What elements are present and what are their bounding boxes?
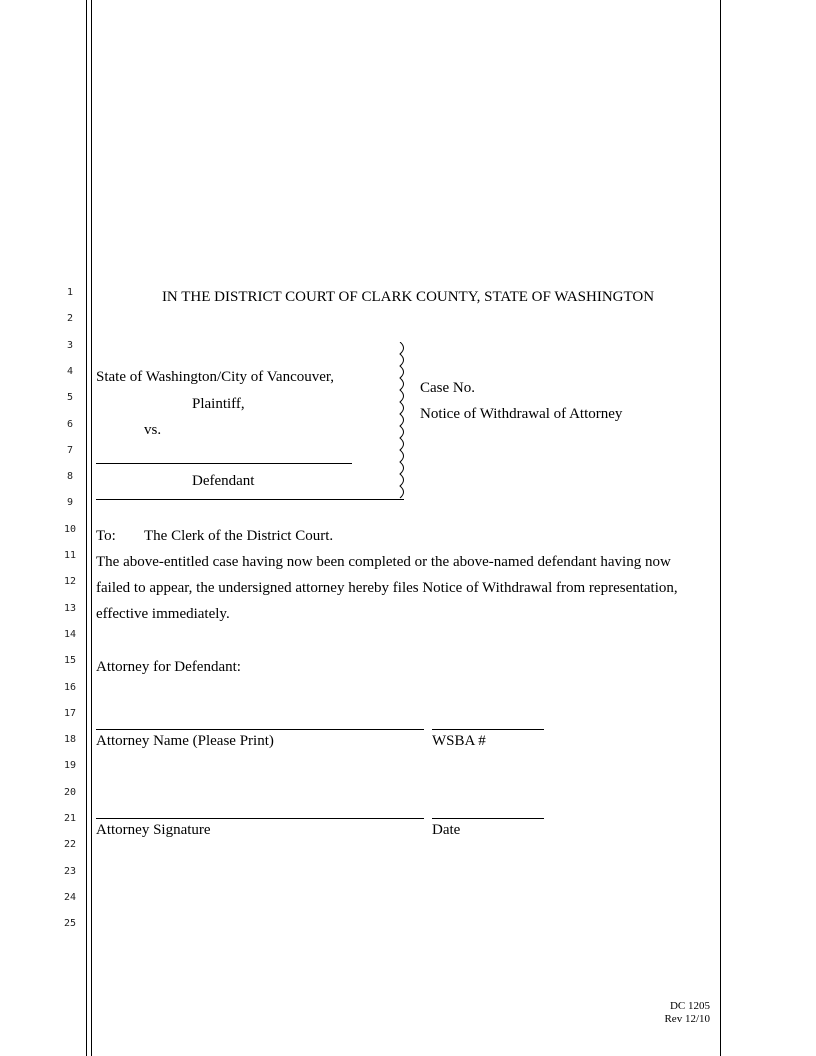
plaintiff-name: State of Washington/City of Vancouver, <box>96 369 335 385</box>
line-number: 9 <box>66 497 74 509</box>
line-number: 1 <box>66 287 74 298</box>
line-number: 16 <box>63 681 77 693</box>
line-number: 23 <box>63 865 77 877</box>
line-number: 20 <box>63 786 77 798</box>
paragraph-line-1: The above-entitled case having now been completed or the above-named defendant having now <box>96 554 671 570</box>
line-number: 2 <box>66 313 74 325</box>
line-number: 12 <box>63 576 77 588</box>
line-number: 10 <box>63 523 77 535</box>
line-number: 18 <box>63 734 77 746</box>
line-number: 8 <box>66 471 74 483</box>
line-number: 21 <box>63 813 77 824</box>
attorney-signature-line[interactable] <box>96 818 424 819</box>
attorney-for-label: Attorney for Defendant: <box>96 659 241 675</box>
caption-bottom-line <box>96 499 404 500</box>
left-margin-rule-outer <box>86 0 87 1056</box>
wsba-line[interactable] <box>432 729 544 730</box>
to-value: The Clerk of the District Court. <box>144 528 334 544</box>
paragraph-line-3: effective immediately. <box>96 606 230 622</box>
wsba-label: WSBA # <box>432 733 486 749</box>
date-label: Date <box>432 822 461 838</box>
to-label: To: <box>96 528 116 544</box>
attorney-signature-label: Attorney Signature <box>96 822 211 838</box>
line-number: 3 <box>66 339 74 351</box>
line-number: 7 <box>66 444 74 456</box>
date-line[interactable] <box>432 818 544 819</box>
case-number-label: Case No. <box>420 380 475 396</box>
line-number: 13 <box>63 602 77 614</box>
document-title: Notice of Withdrawal of Attorney <box>420 406 623 422</box>
court-heading: IN THE DISTRICT COURT OF CLARK COUNTY, STATE OF WASHINGTON <box>161 289 655 305</box>
form-revision: Rev 12/10 <box>664 1013 710 1025</box>
line-number: 19 <box>63 760 77 772</box>
line-number: 4 <box>66 365 74 377</box>
line-number: 14 <box>63 628 77 640</box>
line-number: 17 <box>63 707 77 719</box>
attorney-name-line[interactable] <box>96 729 424 730</box>
right-margin-rule <box>720 0 721 1056</box>
line-number: 22 <box>63 839 77 851</box>
paragraph-line-2: failed to appear, the undersigned attorney hereby files Notice of Withdrawal from representation, <box>96 580 678 596</box>
defendant-label: Defendant <box>192 473 255 489</box>
defendant-name-line <box>96 463 352 464</box>
line-number: 5 <box>66 392 74 404</box>
line-number: 24 <box>63 891 77 903</box>
form-number: DC 1205 <box>669 1000 710 1012</box>
line-number: 6 <box>66 418 74 430</box>
line-number: 11 <box>63 550 77 561</box>
plaintiff-label: Plaintiff, <box>192 396 245 412</box>
caption-bracket <box>398 342 412 502</box>
line-number: 25 <box>63 918 77 930</box>
left-margin-rule-inner <box>91 0 92 1056</box>
attorney-name-label: Attorney Name (Please Print) <box>96 733 274 749</box>
line-number: 15 <box>63 655 77 667</box>
vs-label: vs. <box>144 422 162 438</box>
